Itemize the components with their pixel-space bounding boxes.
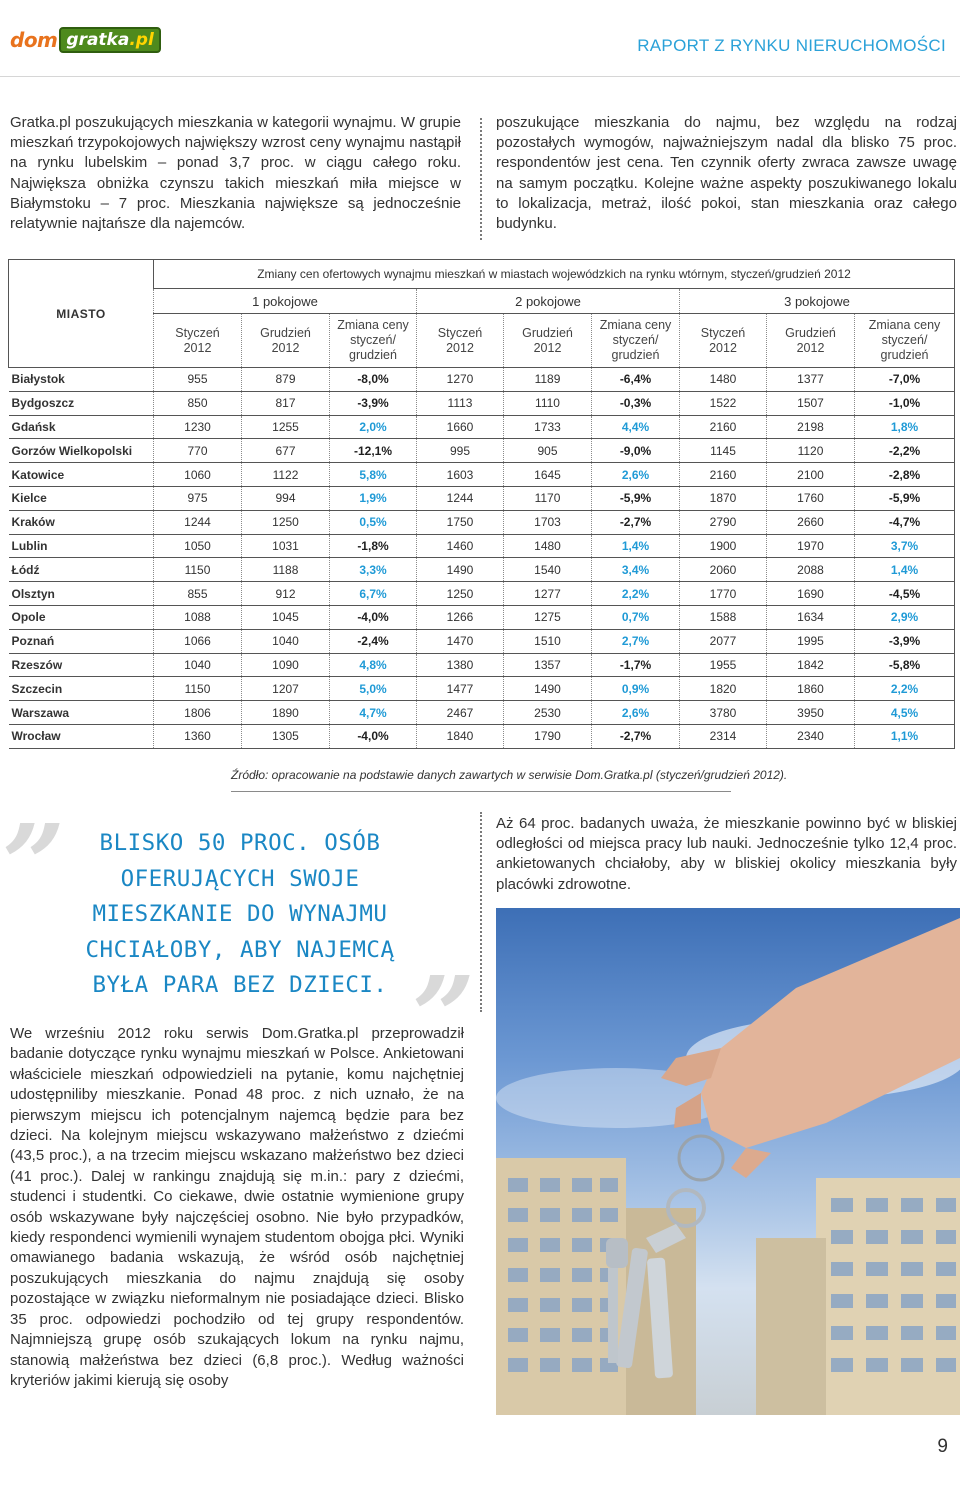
pull-quote-line: CHCIAŁOBY, ABY NAJEMCĄ	[85, 936, 395, 963]
city-name-cell: Opole	[9, 605, 154, 629]
table-row	[9, 463, 955, 487]
subheader-line: grudzień	[880, 348, 929, 362]
table-row	[9, 582, 955, 606]
price-change-cell: 0,5%	[330, 510, 417, 534]
price-change-cell: 2,6%	[592, 701, 680, 725]
price-change-cell: -2,7%	[592, 510, 680, 534]
subheader-line: Grudzień	[522, 325, 573, 340]
city-name-cell: Poznań	[9, 629, 154, 653]
price-cell: 912	[242, 582, 330, 606]
price-cell: 3780	[680, 701, 767, 725]
price-cell: 1507	[767, 391, 855, 415]
subheader-dec-2-room	[504, 314, 592, 368]
hand-with-keys-photo	[496, 908, 960, 1415]
price-cell: 1150	[154, 677, 242, 701]
city-name-cell: Szczecin	[9, 677, 154, 701]
price-cell: 1188	[242, 558, 330, 582]
table-row	[9, 677, 955, 701]
price-cell: 1634	[767, 605, 855, 629]
price-cell: 1460	[417, 534, 504, 558]
price-cell: 1266	[417, 605, 504, 629]
price-cell: 850	[154, 391, 242, 415]
price-cell: 1244	[417, 486, 504, 510]
price-cell: 1645	[504, 463, 592, 487]
city-column-header	[9, 260, 154, 368]
table-row	[9, 629, 955, 653]
price-cell: 1066	[154, 629, 242, 653]
price-cell: 1170	[504, 486, 592, 510]
price-cell: 1360	[154, 724, 242, 748]
price-cell: 975	[154, 486, 242, 510]
price-cell: 1040	[242, 629, 330, 653]
price-cell: 879	[242, 368, 330, 392]
price-cell: 1207	[242, 677, 330, 701]
pull-quote-line: OFERUJĄCYCH SWOJE	[120, 865, 360, 892]
table-row	[9, 605, 955, 629]
page-number: 9	[937, 1436, 948, 1457]
price-change-cell: -1,0%	[855, 391, 955, 415]
price-cell: 1277	[504, 582, 592, 606]
price-cell: 1230	[154, 415, 242, 439]
price-cell: 1477	[417, 677, 504, 701]
price-change-cell: 4,5%	[855, 701, 955, 725]
subheader-chg-1-room	[330, 314, 417, 368]
price-cell: 1490	[504, 677, 592, 701]
price-change-cell: -2,8%	[855, 463, 955, 487]
price-change-cell: -4,5%	[855, 582, 955, 606]
city-name-cell: Łódź	[9, 558, 154, 582]
price-cell: 1150	[154, 558, 242, 582]
subheader-line: 2012	[183, 340, 212, 355]
price-change-cell: 0,9%	[592, 677, 680, 701]
price-change-cell: 4,4%	[592, 415, 680, 439]
city-name-cell: Olsztyn	[9, 582, 154, 606]
table-source-note: Źródło: opracowanie na podstawie danych zawartych w serwisie Dom.Gratka.pl (styczeń/grudzień 2012).	[231, 768, 788, 782]
price-change-cell: -5,9%	[592, 486, 680, 510]
source-divider	[231, 791, 731, 792]
subheader-line: grudzień	[349, 348, 397, 362]
group-header-3-room: 3 pokojowe	[680, 289, 955, 314]
subheader-dec-3-room	[767, 314, 855, 368]
price-change-cell: 2,2%	[592, 582, 680, 606]
subheader-line: styczeń/	[350, 333, 396, 347]
subheader-jan-3-room	[680, 314, 767, 368]
report-title: RAPORT Z RYNKU NIERUCHOMOŚCI	[637, 36, 946, 55]
price-change-cell: 2,7%	[592, 629, 680, 653]
price-cell: 855	[154, 582, 242, 606]
city-name-cell: Gorzów Wielkopolski	[9, 439, 154, 463]
price-change-cell: 2,6%	[592, 463, 680, 487]
price-cell: 2160	[680, 463, 767, 487]
table-body	[9, 368, 955, 749]
subheader-line: styczeń/	[881, 333, 928, 347]
price-change-cell: -0,3%	[592, 391, 680, 415]
price-cell: 1250	[417, 582, 504, 606]
criteria-paragraph: Aż 64 proc. badanych uważa, że mieszkanie powinno być w bliskiej odległości od miejsca pracy lub nauki. Jednocześnie tylko 12,4 proc. ankietowanych chciałoby, aby w bliskiej okolicy mieszkania były placówki zdrowotne.	[496, 815, 957, 893]
price-change-cell: -4,0%	[330, 724, 417, 748]
subheader-line: Zmiana ceny	[868, 318, 941, 332]
city-header-label: MIASTO	[56, 306, 106, 321]
price-cell: 3950	[767, 701, 855, 725]
price-cell: 905	[504, 439, 592, 463]
price-cell: 955	[154, 368, 242, 392]
price-cell: 1860	[767, 677, 855, 701]
subheader-line: Zmiana ceny	[599, 318, 672, 332]
price-cell: 1760	[767, 486, 855, 510]
price-change-cell: 2,9%	[855, 605, 955, 629]
price-cell: 2790	[680, 510, 767, 534]
table-row	[9, 653, 955, 677]
price-cell: 1842	[767, 653, 855, 677]
price-change-cell: -9,0%	[592, 439, 680, 463]
subheader-line: Styczeń	[700, 325, 746, 340]
close-quote-mark: ”	[412, 952, 476, 1081]
price-cell: 1480	[504, 534, 592, 558]
city-name-cell: Katowice	[9, 463, 154, 487]
photo-illustration	[496, 908, 960, 1415]
table-row	[9, 558, 955, 582]
price-cell: 1510	[504, 629, 592, 653]
price-cell: 1189	[504, 368, 592, 392]
price-cell: 1750	[417, 510, 504, 534]
table-row	[9, 486, 955, 510]
price-cell: 1955	[680, 653, 767, 677]
price-cell: 1900	[680, 534, 767, 558]
rent-price-table	[8, 259, 954, 749]
subheader-line: 2012	[446, 340, 474, 355]
price-cell: 1870	[680, 486, 767, 510]
price-cell: 1820	[680, 677, 767, 701]
price-cell: 1250	[242, 510, 330, 534]
price-cell: 1995	[767, 629, 855, 653]
column-divider-top	[480, 118, 482, 240]
price-cell: 1840	[417, 724, 504, 748]
subheader-chg-2-room	[592, 314, 680, 368]
logo-gratka-badge	[59, 27, 160, 53]
subheader-line: Grudzień	[260, 325, 311, 340]
price-cell: 677	[242, 439, 330, 463]
price-cell: 1122	[242, 463, 330, 487]
city-name-cell: Białystok	[9, 368, 154, 392]
price-change-cell: 3,4%	[592, 558, 680, 582]
price-change-cell: 0,7%	[592, 605, 680, 629]
price-change-cell: 1,4%	[592, 534, 680, 558]
price-cell: 1090	[242, 653, 330, 677]
table-row	[9, 391, 955, 415]
table-row	[9, 724, 955, 748]
price-cell: 1603	[417, 463, 504, 487]
price-change-cell: -2,7%	[592, 724, 680, 748]
price-cell: 994	[242, 486, 330, 510]
price-cell: 2314	[680, 724, 767, 748]
price-cell: 1480	[680, 368, 767, 392]
price-cell: 1660	[417, 415, 504, 439]
city-name-cell: Gdańsk	[9, 415, 154, 439]
price-change-cell: -5,9%	[855, 486, 955, 510]
price-cell: 1255	[242, 415, 330, 439]
subheader-line: grudzień	[611, 348, 660, 362]
price-cell: 2160	[680, 415, 767, 439]
price-cell: 1770	[680, 582, 767, 606]
price-change-cell: 3,7%	[855, 534, 955, 558]
subheader-line: Grudzień	[785, 325, 836, 340]
column-divider-bottom	[480, 812, 482, 1012]
price-cell: 1357	[504, 653, 592, 677]
dom-gratka-logo	[10, 26, 161, 54]
price-change-cell: -5,8%	[855, 653, 955, 677]
group-header-1-room: 1 pokojowe	[154, 289, 417, 314]
price-change-cell: 4,8%	[330, 653, 417, 677]
price-cell: 995	[417, 439, 504, 463]
price-change-cell: -7,0%	[855, 368, 955, 392]
table-row	[9, 534, 955, 558]
intro-paragraph-right: poszukujące mieszkania do najmu, bez względu na rodzaj pozostałych wymogów, najważniejszym nadal dla blisko 75 proc. respondentów jest cena. Ten czynnik oferty zwraca zawsze uwagę na samym początku. Kolejne ważne aspekty poszukiwanego lokalu to lokalizacja, metraż, ilość pokoi, stan mieszkania oraz całego budynku.	[496, 114, 957, 233]
price-cell: 1522	[680, 391, 767, 415]
subheader-line: 2012	[271, 340, 300, 355]
pull-quote-line: BLISKO 50 PROC. OSÓB	[99, 830, 381, 856]
subheader-line: 2012	[533, 340, 562, 355]
price-cell: 1045	[242, 605, 330, 629]
price-change-cell: 2,0%	[330, 415, 417, 439]
price-change-cell: 5,0%	[330, 677, 417, 701]
price-cell: 1113	[417, 391, 504, 415]
price-change-cell: -2,4%	[330, 629, 417, 653]
price-cell: 1110	[504, 391, 592, 415]
pull-quote	[40, 826, 440, 1004]
pull-quote-line: MIESZKANIE DO WYNAJMU	[92, 901, 388, 927]
price-change-cell: -8,0%	[330, 368, 417, 392]
intro-paragraph-left: Gratka.pl poszukujących mieszkania w kategorii wynajmu. W grupie mieszkań trzypokojowych największy wzrost ceny wynajmu nastąpił na rynku lubelskim – ponad 3,7 proc. w ciągu całego roku. Największa obniżka czynszu takich mieszkań miła miejsce w Białymstoku – 7 proc. Mieszkania największe są jednocześnie relatywnie najtańsze dla najemców.	[10, 114, 461, 233]
price-change-cell: 6,7%	[330, 582, 417, 606]
price-cell: 1490	[417, 558, 504, 582]
pull-quote-line: BYŁA PARA BEZ DZIECI.	[92, 972, 388, 998]
price-cell: 2077	[680, 629, 767, 653]
subheader-line: Styczeń	[175, 325, 220, 340]
price-cell: 2340	[767, 724, 855, 748]
logo-pl-text: .pl	[129, 30, 154, 50]
subheader-line: styczeń/	[612, 333, 659, 347]
price-cell: 770	[154, 439, 242, 463]
price-cell: 1380	[417, 653, 504, 677]
price-cell: 1244	[154, 510, 242, 534]
city-name-cell: Wrocław	[9, 724, 154, 748]
logo-gratka-text: gratka	[66, 30, 130, 50]
table-row	[9, 415, 955, 439]
price-cell: 2100	[767, 463, 855, 487]
price-cell: 2088	[767, 558, 855, 582]
city-name-cell: Lublin	[9, 534, 154, 558]
price-change-cell: -3,9%	[855, 629, 955, 653]
price-change-cell: -1,8%	[330, 534, 417, 558]
survey-paragraph: We wrześniu 2012 roku serwis Dom.Gratka.pl przeprowadził badanie dotyczące rynku wynajmu mieszkań w Polsce. Ankietowani właściciele mieszkań odpowiedzieli na pytanie, komu najchętniej udostępniliby mieszkanie. Ponad 48 proc. z nich uznało, że na pierwszym miejscu ich potencjalnym najemcą będzie para bez dzieci. Na kolejnym miejscu wskazywano małżeństwo z dziećmi (43,5 proc.), a na trzecim miejscu wskazano małżeństwo bez dzieci (41 proc.). Dalej w rankingu znajdują się m.in.: pary z dziećmi, studenci i studentki. Co ciekawe, dwie ostatnie wymienione grupy osób wskazywane były najczęściej osobno. Nie było przypadków, kiedy respondenci wymienili wynajem studentom obojga płci. Wyniki omawianego badania wskazują, że wśród osób najchętniej poszukujących mieszkania do najmu znajdują się osoby pozostające w związku nieformalnym nie posiadające dzieci. Blisko 35 proc. odpowiedzi pochodziło od tej grupy respondentów. Najmniejszą grupę osób szukających lokum na rynku najmu, stanowią małżeństwa bez dzieci (6,8 proc.). Według ważności kryteriów jakimi kierują się osoby	[10, 1025, 464, 1389]
price-change-cell: 1,8%	[855, 415, 955, 439]
price-change-cell: -3,9%	[330, 391, 417, 415]
price-cell: 1690	[767, 582, 855, 606]
table-caption: Zmiany cen ofertowych wynajmu mieszkań w miastach wojewódzkich na rynku wtórnym, styczeń/grudzień 2012	[154, 260, 955, 289]
table-row	[9, 439, 955, 463]
subheader-line: Styczeń	[437, 325, 483, 340]
price-cell: 2198	[767, 415, 855, 439]
group-header-2-room: 2 pokojowe	[417, 289, 680, 314]
subheader-line: Zmiana ceny	[337, 318, 409, 332]
open-quote-mark: ”	[2, 800, 66, 929]
table-row	[9, 701, 955, 725]
city-name-cell: Bydgoszcz	[9, 391, 154, 415]
price-change-cell: 1,9%	[330, 486, 417, 510]
price-cell: 2530	[504, 701, 592, 725]
price-change-cell: 1,4%	[855, 558, 955, 582]
price-change-cell: -2,2%	[855, 439, 955, 463]
price-change-cell: 4,7%	[330, 701, 417, 725]
price-cell: 1703	[504, 510, 592, 534]
price-cell: 1270	[417, 368, 504, 392]
price-cell: 2660	[767, 510, 855, 534]
price-change-cell: -4,0%	[330, 605, 417, 629]
price-cell: 2467	[417, 701, 504, 725]
header-divider	[0, 76, 960, 77]
price-cell: 1733	[504, 415, 592, 439]
price-change-cell: -1,7%	[592, 653, 680, 677]
price-change-cell: 2,2%	[855, 677, 955, 701]
logo-dom-text: dom	[10, 28, 58, 52]
price-change-cell: -12,1%	[330, 439, 417, 463]
price-cell: 1275	[504, 605, 592, 629]
city-name-cell: Kraków	[9, 510, 154, 534]
table-row	[9, 510, 955, 534]
price-cell: 1470	[417, 629, 504, 653]
price-cell: 1806	[154, 701, 242, 725]
table-row	[9, 368, 955, 392]
price-change-cell: 3,3%	[330, 558, 417, 582]
price-cell: 1050	[154, 534, 242, 558]
price-change-cell: -4,7%	[855, 510, 955, 534]
price-cell: 2060	[680, 558, 767, 582]
price-cell: 1060	[154, 463, 242, 487]
subheader-jan-2-room	[417, 314, 504, 368]
price-cell: 1540	[504, 558, 592, 582]
price-cell: 817	[242, 391, 330, 415]
price-cell: 1970	[767, 534, 855, 558]
city-name-cell: Rzeszów	[9, 653, 154, 677]
subheader-line: 2012	[796, 340, 825, 355]
subheader-chg-3-room	[855, 314, 955, 368]
subheader-line: 2012	[709, 340, 737, 355]
price-cell: 1890	[242, 701, 330, 725]
city-name-cell: Kielce	[9, 486, 154, 510]
price-cell: 1145	[680, 439, 767, 463]
price-cell: 1088	[154, 605, 242, 629]
city-name-cell: Warszawa	[9, 701, 154, 725]
price-change-cell: 1,1%	[855, 724, 955, 748]
subheader-jan-1-room	[154, 314, 242, 368]
price-cell: 1305	[242, 724, 330, 748]
price-change-cell: -6,4%	[592, 368, 680, 392]
price-cell: 1377	[767, 368, 855, 392]
subheader-dec-1-room	[242, 314, 330, 368]
price-cell: 1790	[504, 724, 592, 748]
price-cell: 1120	[767, 439, 855, 463]
price-cell: 1040	[154, 653, 242, 677]
price-cell: 1588	[680, 605, 767, 629]
price-cell: 1031	[242, 534, 330, 558]
price-change-cell: 5,8%	[330, 463, 417, 487]
